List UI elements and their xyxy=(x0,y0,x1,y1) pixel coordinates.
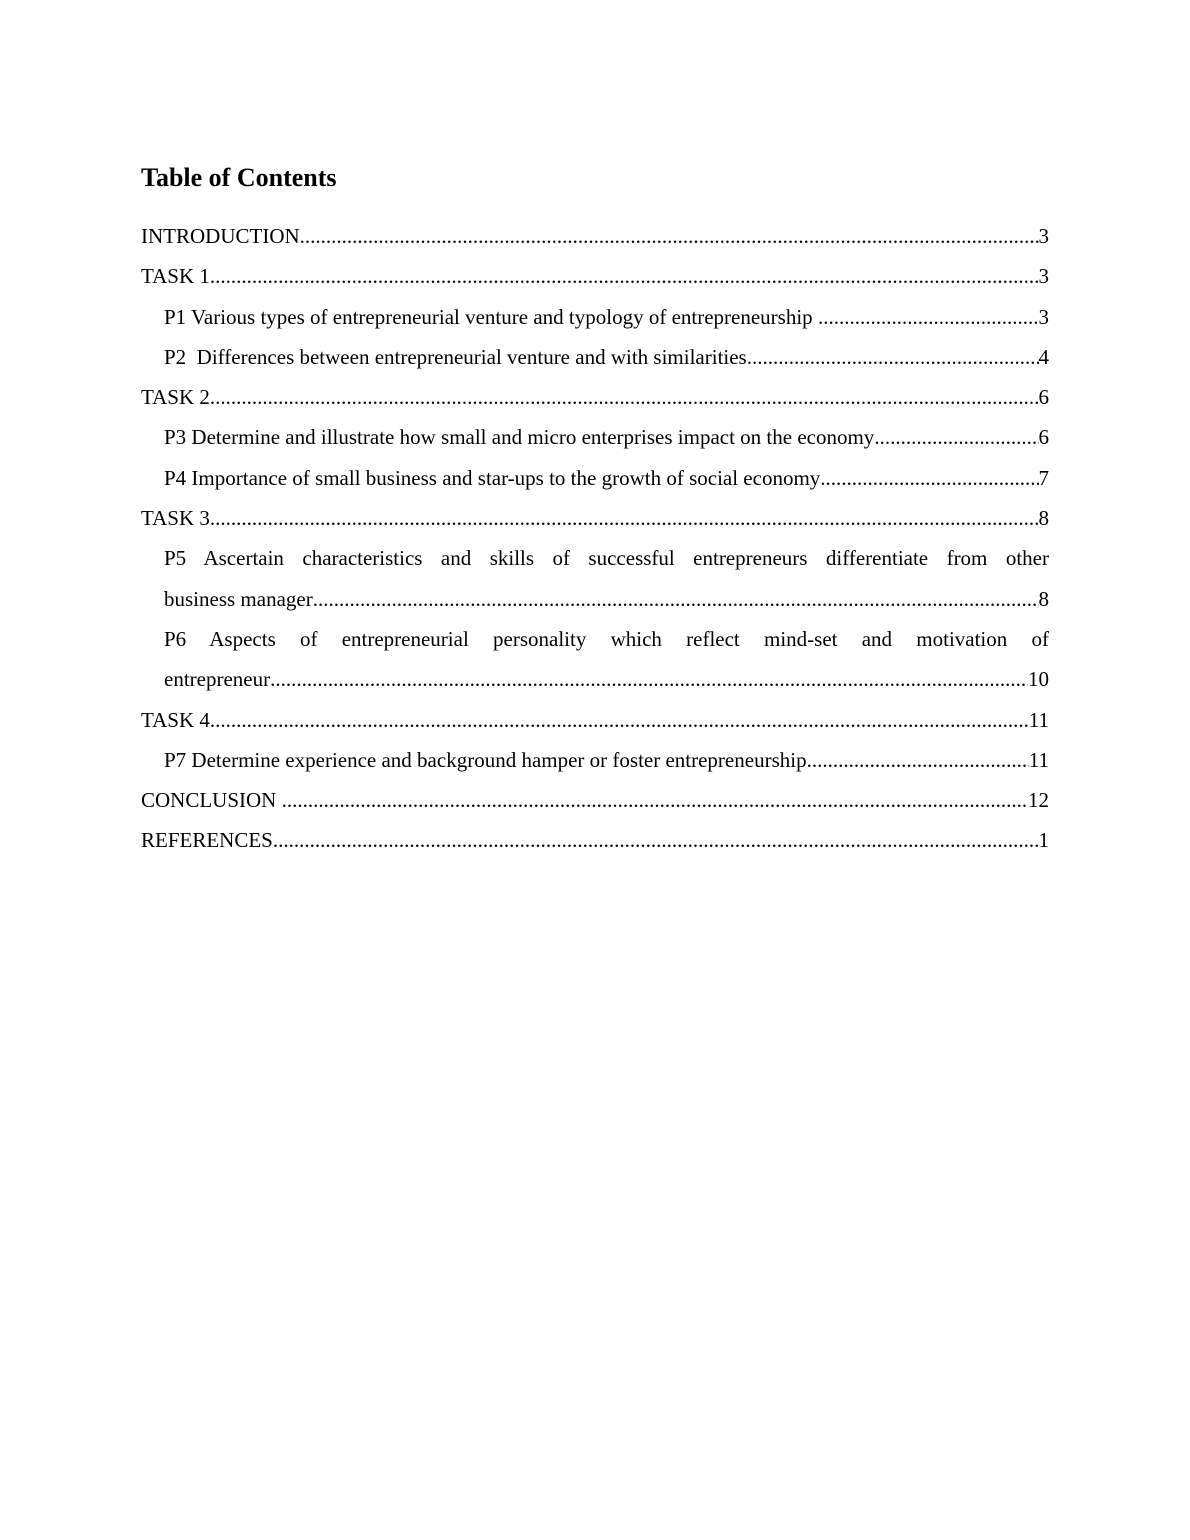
toc-entry-title: P4 Importance of small business and star-ups to the growth of social economy xyxy=(164,465,821,490)
toc-entry-p3[interactable] xyxy=(164,417,1049,457)
dot-leader xyxy=(270,659,1028,699)
toc-entry-title: CONCLUSION xyxy=(141,788,282,813)
dot-leader xyxy=(874,417,1038,457)
toc-entry-title-line-1: P5 Ascertain characteristics and skills of successful entrepreneurs differentiate from other xyxy=(164,546,1049,571)
dot-leader xyxy=(807,740,1029,780)
toc-entry-page: 10 xyxy=(1028,667,1049,692)
toc-entry-p5[interactable] xyxy=(164,538,1049,619)
dot-leader xyxy=(282,780,1028,820)
table-of-contents xyxy=(141,216,1049,861)
toc-entry-page: 1 xyxy=(1038,828,1049,853)
toc-entry-p1[interactable] xyxy=(164,297,1049,337)
toc-entry-page: 3 xyxy=(1038,224,1049,248)
toc-entry-title: P1 Various types of entrepreneurial venture and typology of entrepreneurship xyxy=(164,304,818,329)
toc-entry-task-4[interactable] xyxy=(141,700,1049,740)
dot-leader xyxy=(210,498,1039,538)
toc-entry-page: 8 xyxy=(1038,506,1049,531)
toc-entry-title: P7 Determine experience and background hamper or foster entrepreneurship xyxy=(164,747,807,772)
toc-entry-p6[interactable] xyxy=(164,619,1049,700)
toc-entry-p7[interactable] xyxy=(164,740,1049,780)
toc-entry-page: 4 xyxy=(1038,344,1049,369)
toc-entry-page: 8 xyxy=(1038,586,1049,611)
toc-entry-page: 3 xyxy=(1038,304,1049,329)
toc-heading: Table of Contents xyxy=(141,163,337,192)
toc-entry-title-line-2: business manager xyxy=(164,586,313,611)
dot-leader xyxy=(210,256,1039,296)
toc-entry-title: P3 Determine and illustrate how small and micro enterprises impact on the economy xyxy=(164,425,875,450)
toc-entry-title: INTRODUCTION xyxy=(141,224,300,248)
toc-entry-references[interactable] xyxy=(141,820,1049,860)
toc-entry-page: 6 xyxy=(1038,425,1049,450)
toc-entry-title: TASK 2 xyxy=(141,385,210,410)
dot-leader xyxy=(210,377,1039,417)
toc-entry-page: 12 xyxy=(1028,788,1049,813)
dot-leader xyxy=(818,297,1039,337)
toc-entry-task-3[interactable] xyxy=(141,498,1049,538)
toc-entry-title-line-1: P6 Aspects of entrepreneurial personality which reflect mind-set and motivation of xyxy=(164,626,1049,651)
toc-entry-page: 11 xyxy=(1028,707,1049,732)
dot-leader xyxy=(210,700,1029,740)
toc-entry-title: REFERENCES xyxy=(141,828,273,853)
toc-entry-conclusion[interactable] xyxy=(141,780,1049,820)
toc-entry-task-2[interactable] xyxy=(141,377,1049,417)
dot-leader xyxy=(300,216,1039,256)
dot-leader xyxy=(313,579,1039,619)
toc-entry-task-1[interactable] xyxy=(141,256,1049,296)
toc-entry-page: 11 xyxy=(1028,747,1049,772)
toc-entry-page: 7 xyxy=(1038,465,1049,490)
toc-entry-title: TASK 1 xyxy=(141,264,210,289)
toc-entry-p2[interactable] xyxy=(164,337,1049,377)
toc-entry-introduction[interactable] xyxy=(141,216,1049,256)
toc-entry-title: P2 Differences between entrepreneurial venture and with similarities xyxy=(164,344,747,369)
toc-entry-title: TASK 4 xyxy=(141,707,210,732)
toc-entry-p4[interactable] xyxy=(164,458,1049,498)
dot-leader xyxy=(820,458,1038,498)
dot-leader xyxy=(747,337,1039,377)
toc-entry-page: 3 xyxy=(1038,264,1049,289)
toc-entry-title: TASK 3 xyxy=(141,506,210,531)
toc-entry-title-line-2: entrepreneur xyxy=(164,667,271,692)
dot-leader xyxy=(273,820,1039,860)
toc-entry-page: 6 xyxy=(1038,385,1049,410)
